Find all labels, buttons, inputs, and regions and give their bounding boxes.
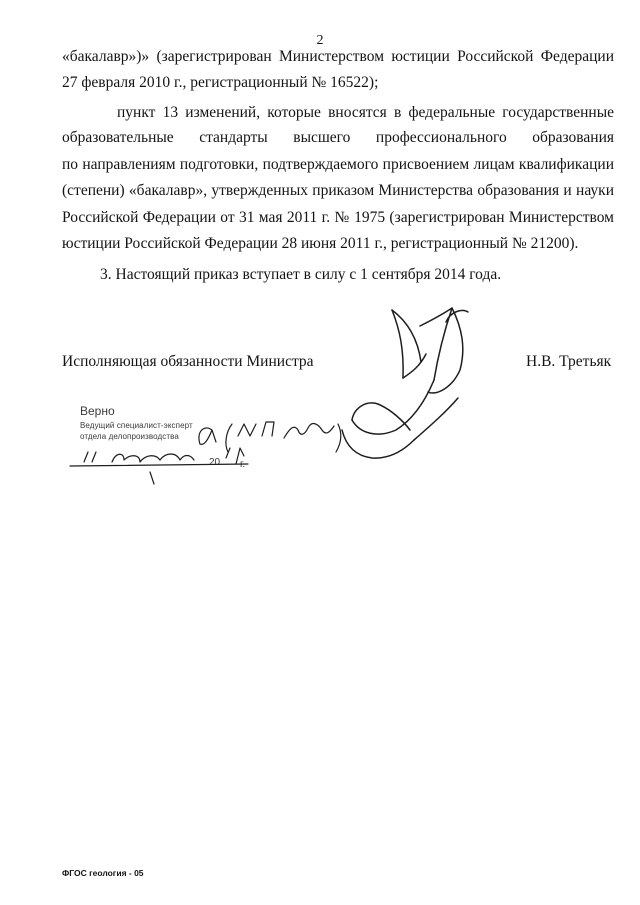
certifier-date-day	[84, 452, 96, 462]
body-line: (степени) «бакалавр», утвержденных приказом Министерства образования и науки	[62, 182, 614, 199]
body-line: по направлениям подготовки, подтверждаемого присвоением лицам квалификации	[62, 156, 614, 173]
page-number: 2	[316, 33, 324, 48]
signer-name: Н.В. Третьяк	[526, 353, 612, 370]
body-line: 27 февраля 2010 г., регистрационный № 16522);	[62, 74, 379, 91]
body-line: образовательные стандарты высшего профессионального образования	[62, 129, 614, 146]
footer-label: ФГОС геология - 05	[62, 868, 144, 878]
certifier-date-month	[112, 454, 194, 462]
body-line: Российской Федерации от 31 мая 2011 г. № 1975 (зарегистрирован Министерством	[62, 209, 614, 226]
minister-signature	[342, 308, 468, 458]
stamp-verno: Верно	[80, 404, 115, 418]
stamp-year-suffix: г.	[240, 459, 246, 470]
stamp-year-prefix: 20	[209, 457, 221, 468]
stamp-position: Ведущий специалист-эксперт	[80, 421, 193, 430]
body-line: юстиции Российской Федерации 28 июня 2011 г., регистрационный № 21200).	[62, 235, 579, 252]
body-line: 3. Настоящий приказ вступает в силу с 1 сентября 2014 года.	[100, 266, 502, 283]
stamp-department: отдела делопроизводства	[80, 432, 179, 441]
signer-title: Исполняющая обязанности Министра	[62, 353, 314, 370]
body-line: пункт 13 изменений, которые вносятся в федеральные государственные	[117, 104, 614, 121]
certifier-initial	[199, 428, 216, 444]
body-line: «бакалавр»)» (зарегистрирован Министерством юстиции Российской Федерации	[62, 48, 614, 65]
